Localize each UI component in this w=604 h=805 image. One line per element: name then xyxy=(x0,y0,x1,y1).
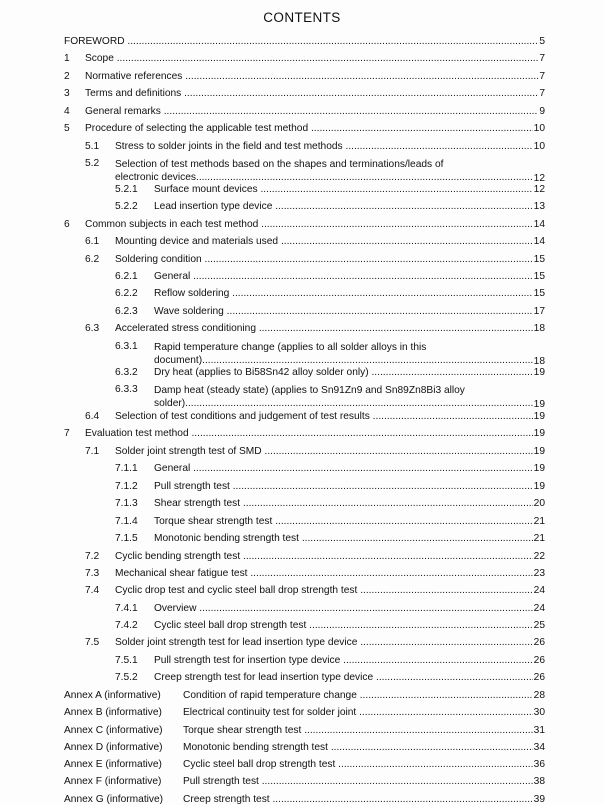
toc-entry[interactable] xyxy=(115,672,545,683)
toc-entry-title-line1: Rapid temperature change (applies to all solder alloys in this xyxy=(154,342,427,353)
toc-entry-title: Cyclic steel ball drop strength test ..... xyxy=(154,620,533,631)
toc-entry-title-line2: electronic devices xyxy=(115,172,196,183)
toc-entry-page: 12 xyxy=(533,184,545,195)
toc-entry-number: 6.3.3 xyxy=(115,384,138,395)
toc-entry-title: Evaluation test method ..... xyxy=(85,428,533,439)
toc-entry-title: General ..... xyxy=(154,463,533,474)
toc-entry[interactable] xyxy=(115,201,545,212)
toc-entry-title: Common subjects in each test method ..... xyxy=(85,219,533,230)
toc-entry-page: 14 xyxy=(533,219,545,230)
toc-entry[interactable] xyxy=(115,306,545,317)
toc-entry-number: 6.1 xyxy=(85,236,100,247)
toc-entry-number: Annex E (informative) xyxy=(64,759,162,770)
toc-entry[interactable] xyxy=(64,53,545,64)
toc-entry-title: Scope ..... xyxy=(85,53,538,64)
toc-entry-page: 10 xyxy=(533,123,545,134)
toc-entry-title: Terms and definitions ..... xyxy=(85,88,538,99)
toc-entry-title: Creep strength test for lead insertion type device ..... xyxy=(154,672,533,683)
toc-entry-number: 7.4.1 xyxy=(115,603,138,614)
toc-entry-title: Monotonic bending strength test ..... xyxy=(183,742,533,753)
toc-entry-page: 28 xyxy=(533,690,545,701)
toc-entry[interactable] xyxy=(115,463,545,474)
toc-entry-number: 2 xyxy=(64,71,70,82)
toc-entry-number: 7.1.5 xyxy=(115,533,138,544)
toc-entry-number: 5.2 xyxy=(85,158,100,169)
toc-entry-page: 18 xyxy=(533,356,545,367)
toc-entry[interactable] xyxy=(85,446,545,457)
toc-entry-title-line2: solder) xyxy=(154,398,186,409)
toc-entry-page: 7 xyxy=(539,53,545,64)
toc-entry-page: 23 xyxy=(533,568,545,579)
toc-entry-page: 38 xyxy=(533,776,545,787)
toc-entry-title: Pull strength test for insertion type device ..... xyxy=(154,655,533,666)
toc-entry[interactable] xyxy=(115,516,545,527)
toc-entry[interactable] xyxy=(85,158,545,184)
toc-entry[interactable] xyxy=(64,707,545,718)
toc-entry-title: Cyclic drop test and cyclic steel ball drop strength test ..... xyxy=(115,585,533,596)
toc-entry-page: 30 xyxy=(533,707,545,718)
toc-entry[interactable] xyxy=(64,71,545,82)
toc-entry-title: Condition of rapid temperature change ..... xyxy=(183,690,533,701)
toc-entry-title: Monotonic bending strength test ..... xyxy=(154,533,533,544)
toc-entry-page: 14 xyxy=(533,236,545,247)
toc-entry-number: 6.2.2 xyxy=(115,288,138,299)
toc-entry-title: Mounting device and materials used ..... xyxy=(115,236,533,247)
toc-entry-number: 6.4 xyxy=(85,411,100,422)
toc-entry-title: Solder joint strength test for lead insertion type device ..... xyxy=(115,637,533,648)
toc-entry-number: Annex B (informative) xyxy=(64,707,162,718)
toc-entry-number: 5.1 xyxy=(85,141,100,152)
toc-entry-title: Torque shear strength test ..... xyxy=(154,516,533,527)
toc-entry-number: 6.2 xyxy=(85,254,100,265)
toc-entry-number: 6.3 xyxy=(85,323,100,334)
toc-entry-page: 18 xyxy=(533,323,545,334)
toc-entry[interactable] xyxy=(115,655,545,666)
toc-entry-title: Shear strength test ..... xyxy=(154,498,533,509)
toc-entry-number: 6 xyxy=(64,219,70,230)
toc-entry[interactable] xyxy=(64,106,545,117)
toc-entry[interactable] xyxy=(115,620,545,631)
toc-entry-page: 19 xyxy=(533,446,545,457)
toc-entry-title: Normative references ..... xyxy=(85,71,538,82)
toc-entry-number: 7.4 xyxy=(85,585,100,596)
toc-entry-title: Mechanical shear fatigue test ..... xyxy=(115,568,533,579)
toc-entry-number: 6.2.1 xyxy=(115,271,138,282)
toc-entry-title xyxy=(154,341,533,367)
toc-entry-page: 26 xyxy=(533,637,545,648)
toc-entry[interactable] xyxy=(115,384,545,410)
toc-entry-title-line1: Damp heat (steady state) (applies to Sn91Zn9 and Sn89Zn8Bi3 alloy xyxy=(154,385,465,396)
toc-entry-title: Pull strength test ..... xyxy=(183,776,533,787)
toc-entry[interactable] xyxy=(64,219,545,230)
toc-entry[interactable] xyxy=(85,411,545,422)
toc-entry-page: 7 xyxy=(539,88,545,99)
toc-entry-number: 6.3.1 xyxy=(115,341,138,352)
toc-entry-number: 5 xyxy=(64,123,70,134)
toc-entry-number: 7.3 xyxy=(85,568,100,579)
toc-entry-title: Overview ..... xyxy=(154,603,533,614)
toc-entry-title: Stress to solder joints in the field and test methods ..... xyxy=(115,141,533,152)
toc-entry-page: 39 xyxy=(533,794,545,805)
toc-entry-page: 19 xyxy=(533,367,545,378)
toc-entry-number: Annex F (informative) xyxy=(64,776,162,787)
toc-entry[interactable] xyxy=(64,428,545,439)
toc-entry-page: 21 xyxy=(533,533,545,544)
toc-leader-dots xyxy=(202,354,533,367)
toc-entry-title: Solder joint strength test of SMD ..... xyxy=(115,446,533,457)
toc-entry-page: 21 xyxy=(533,516,545,527)
toc-entry[interactable] xyxy=(115,288,545,299)
toc-entry-number: 7.1.4 xyxy=(115,516,138,527)
toc-entry[interactable] xyxy=(115,367,545,378)
toc-entry-page: 31 xyxy=(533,725,545,736)
toc-entry-page: 26 xyxy=(533,655,545,666)
toc-entry-page: 15 xyxy=(533,288,545,299)
toc-entry-number: Annex A (informative) xyxy=(64,690,161,701)
toc-entry-number: 5.2.2 xyxy=(115,201,138,212)
toc-entry[interactable] xyxy=(64,88,545,99)
toc-entry-page: 34 xyxy=(533,742,545,753)
toc-entry-number: 3 xyxy=(64,88,70,99)
toc-entry-number: Annex D (informative) xyxy=(64,742,163,753)
toc-entry-page: 17 xyxy=(533,306,545,317)
toc-entry-title: General ..... xyxy=(154,271,533,282)
toc-entry-page: 5 xyxy=(539,36,545,47)
toc-leader-dots xyxy=(185,397,533,410)
toc-entry-title: Surface mount devices ..... xyxy=(154,184,533,195)
toc-entry-title: FOREWORD ..... xyxy=(64,36,538,47)
toc-entry-number: 1 xyxy=(64,53,70,64)
toc-entry-title: Cyclic bending strength test ..... xyxy=(115,551,533,562)
toc-entry[interactable] xyxy=(115,271,545,282)
toc-entry-number: 6.2.3 xyxy=(115,306,138,317)
toc-entry-title: Wave soldering ..... xyxy=(154,306,533,317)
toc-entry-title: Procedure of selecting the applicable test method ..... xyxy=(85,123,533,134)
toc-entry[interactable] xyxy=(115,533,545,544)
toc-entry-number: 5.2.1 xyxy=(115,184,138,195)
toc-entry-page: 19 xyxy=(533,463,545,474)
toc-entry-page: 25 xyxy=(533,620,545,631)
toc-entry-page: 26 xyxy=(533,672,545,683)
toc-entry-page: 36 xyxy=(533,759,545,770)
toc-entry[interactable] xyxy=(64,690,545,701)
toc-entry[interactable] xyxy=(115,341,545,367)
toc-leader-dots xyxy=(196,171,533,184)
toc-entry-title xyxy=(115,158,533,184)
toc-entry[interactable] xyxy=(64,123,545,134)
toc-entry-page: 19 xyxy=(533,411,545,422)
toc-entry[interactable] xyxy=(85,637,545,648)
toc-entry[interactable] xyxy=(64,742,545,753)
toc-entry[interactable] xyxy=(85,141,545,152)
toc-entry-page: 10 xyxy=(533,141,545,152)
toc-entry-page: 15 xyxy=(533,254,545,265)
toc-entry[interactable] xyxy=(64,794,545,805)
toc-entry-page: 12 xyxy=(533,173,545,184)
toc-entry-title: General remarks ..... xyxy=(85,106,538,117)
toc-entry-page: 20 xyxy=(533,498,545,509)
toc-entry[interactable] xyxy=(64,776,545,787)
toc-entry[interactable] xyxy=(85,254,545,265)
toc-entry-page: 24 xyxy=(533,603,545,614)
toc-entry-title-line1: Selection of test methods based on the shapes and terminations/leads of xyxy=(115,159,444,170)
toc-entry[interactable] xyxy=(85,323,545,334)
toc-entry-page: 9 xyxy=(539,106,545,117)
toc-entry-title: Soldering condition ..... xyxy=(115,254,533,265)
toc-entry-page: 24 xyxy=(533,585,545,596)
toc-entry-number: 7.1.2 xyxy=(115,481,138,492)
toc-entry-number: 7.5.1 xyxy=(115,655,138,666)
toc-entry-title: Torque shear strength test ..... xyxy=(183,725,533,736)
toc-entry-number: 7.2 xyxy=(85,551,100,562)
toc-entry-title: Cyclic steel ball drop strength test ..... xyxy=(183,759,533,770)
toc-entry-number: 7.4.2 xyxy=(115,620,138,631)
toc-entry[interactable] xyxy=(64,36,545,47)
toc-entry-number: 7.1.1 xyxy=(115,463,138,474)
toc-entry-number: 4 xyxy=(64,106,70,117)
toc-entry[interactable] xyxy=(85,568,545,579)
toc-entry[interactable] xyxy=(115,603,545,614)
toc-entry-number: 7 xyxy=(64,428,70,439)
toc-entry[interactable] xyxy=(85,236,545,247)
toc-entry-number: 7.1.3 xyxy=(115,498,138,509)
toc-entry[interactable] xyxy=(64,725,545,736)
toc-entry-title: Dry heat (applies to Bi58Sn42 alloy solder only) ..... xyxy=(154,367,533,378)
toc-entry-page: 19 xyxy=(533,428,545,439)
toc-entry-number: 7.5 xyxy=(85,637,100,648)
toc-entry-title: Creep strength test ..... xyxy=(183,794,533,805)
toc-entry-number: 6.3.2 xyxy=(115,367,138,378)
toc-entry-title xyxy=(154,384,533,410)
toc-entry[interactable] xyxy=(115,481,545,492)
toc-entry-number: Annex G (informative) xyxy=(64,794,164,805)
toc-entry-title: Pull strength test ..... xyxy=(154,481,533,492)
toc-entry-title-line2: document) xyxy=(154,355,203,366)
toc-entry-page: 15 xyxy=(533,271,545,282)
toc-entry[interactable] xyxy=(115,498,545,509)
toc-entry-title: Reflow soldering ..... xyxy=(154,288,533,299)
toc-entry-title: Accelerated stress conditioning ..... xyxy=(115,323,533,334)
toc-entry-page: 22 xyxy=(533,551,545,562)
toc-entry[interactable] xyxy=(115,184,545,195)
toc-entry-number: 7.5.2 xyxy=(115,672,138,683)
page-title: CONTENTS xyxy=(263,10,341,25)
toc-entry-title: Selection of test conditions and judgement of test results ..... xyxy=(115,411,533,422)
toc-entry-title: Lead insertion type device ..... xyxy=(154,201,533,212)
toc-entry[interactable] xyxy=(64,759,545,770)
toc-entry-page: 19 xyxy=(533,399,545,410)
toc-entry-number: Annex C (informative) xyxy=(64,725,163,736)
toc-entry-page: 13 xyxy=(533,201,545,212)
toc-entry[interactable] xyxy=(85,585,545,596)
toc-entry-page: 19 xyxy=(533,481,545,492)
toc-entry[interactable] xyxy=(85,551,545,562)
toc-entry-page: 7 xyxy=(539,71,545,82)
toc-entry-number: 7.1 xyxy=(85,446,100,457)
toc-entry-title: Electrical continuity test for solder joint ..... xyxy=(183,707,533,718)
